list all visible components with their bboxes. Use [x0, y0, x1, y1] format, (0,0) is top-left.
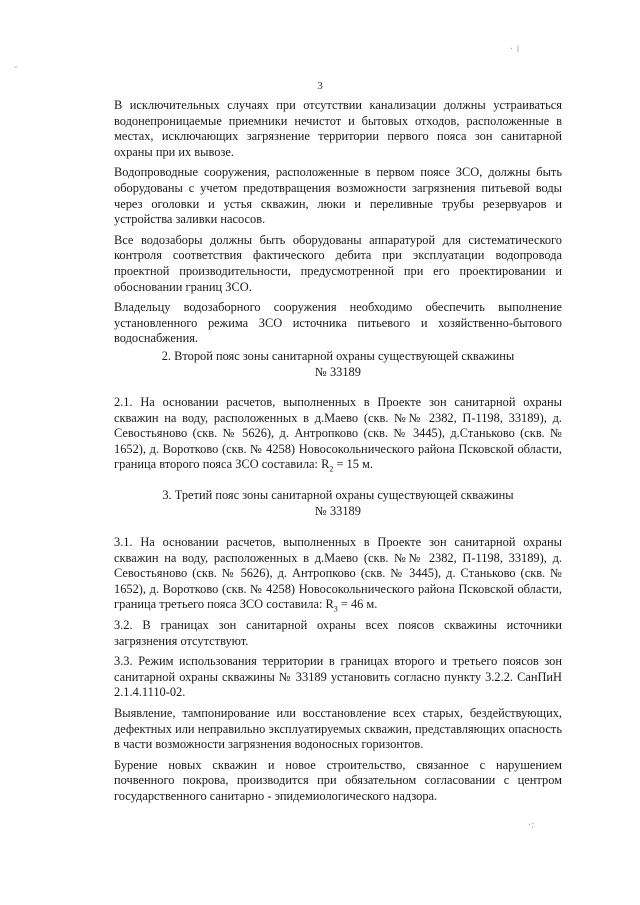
section2-heading-line2: № 33189 [315, 364, 361, 379]
section3-body [114, 535, 562, 805]
section3-paragraph1-text: 3.1. На основании расчетов, выполненных в Проекте зон санитарной охраны скважин на воду, расположенных в д.Маево (скв. №№ 2382, П-1198, 33189), д. Севостьяново (скв. № 5626), д. Антропково (скв. № 3445), д. Станьково (скв. № 1652), д. Воротково (скв. № 4258) Новосокольнического района Псковской области, граница третьего пояса ЗСО составила: [114, 535, 562, 612]
section3-heading-line1: 3. Третий пояс зоны санитарной охраны существующей скважины [162, 488, 514, 502]
paragraph-intakes: Все водозаборы должны быть оборудованы аппаратурой для систематического контроля соответствия фактического дебита при эксплуатации водопровода проектной производительности, предусмотренной при его проектировании и обосновании границ ЗСО. [114, 232, 562, 294]
scan-artifact: ·: [528, 820, 535, 831]
section2-paragraph-text: 2.1. На основании расчетов, выполненных в Проекте зон санитарной охраны скважин на воду, расположенных в д.Маево (скв. №№ 2382, П-1198, 33189), д. Севостьяново (скв. № 5626), д. Антропково (скв. № 3445), д.Станьково (скв. № 1652), д. Воротково (скв. № 4258) Новосокольнического района Псковской области, граница второго пояса ЗСО составила: [114, 395, 562, 472]
section3-paragraph2: 3.2. В границах зон санитарной охраны всех поясов скважины источники загрязнения отсутствуют. [114, 617, 562, 648]
page-number: 3 [317, 80, 323, 92]
section2-paragraph [114, 395, 562, 473]
section3-paragraph5: Бурение новых скважин и новое строительство, связанное с нарушением почвенного покрова, производится при обязательном согласовании с центром государственного санитарно - эпидемиологического надзора. [114, 757, 562, 803]
intro-block [114, 98, 562, 347]
section2-body [114, 395, 562, 473]
radius-r2-label: R [321, 457, 330, 472]
radius-r3-sub: 3 [333, 604, 338, 614]
radius-r2-value: = 15 м. [333, 457, 373, 472]
paragraph-owner: Владельцу водозаборного сооружения необходимо обеспечить выполнение установленного режима ЗСО источника питьевого и хозяйственно-бытового водоснабжения. [114, 300, 562, 346]
section3-heading [114, 488, 562, 519]
radius-r3-value: = 46 м. [337, 597, 378, 612]
section3-paragraph4: Выявление, тампонирование или восстановление всех старых, бездействующих, дефектных или неправильно эксплуатируемых скважин, представляющих опасность в части возможности загрязнения водоносных горизонтов. [114, 705, 562, 752]
paragraph-water-structures: Водопроводные сооружения, расположенные в первом поясе ЗСО, должны быть оборудованы с учетом предотвращения возможности загрязнения питьевой воды через оголовки и устья скважин, люки и переливные трубы резервуаров и устройства заливки насосов. [114, 165, 562, 227]
section3-paragraph3: 3.3. Режим использования территории в границах второго и третьего поясов зон санитарной охраны скважины № 33189 установить согласно пункту 3.2.2. СанПиН 2.1.4.1110-02. [114, 654, 562, 700]
scan-artifact: · ⁞ [510, 44, 520, 55]
radius-r2-sub: 2 [329, 464, 334, 474]
radius-r3-label: R [325, 597, 334, 612]
scan-artifact: - [14, 62, 18, 73]
paragraph-sewage: В исключительных случаях при отсутствии канализации должны устраиваться водонепроницаемые приемники нечистот и бытовых отходов, расположенные в местах, исключающих загрязнение территории первого пояса зон санитарной охраны при их вывозе. [114, 98, 562, 159]
section3-paragraph1 [114, 535, 562, 613]
section2-heading-line1: 2. Второй пояс зоны санитарной охраны существующей скважины [161, 349, 515, 363]
section3-heading-line2: № 33189 [315, 503, 361, 518]
section2-heading [114, 349, 562, 380]
